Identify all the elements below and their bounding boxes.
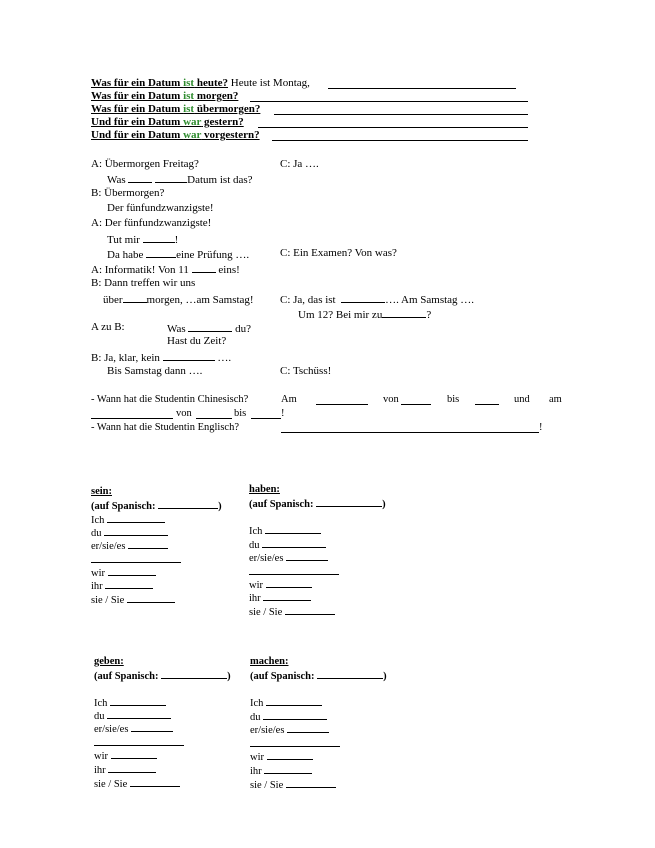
dialog-line-3: B: Übermorgen? [91, 187, 165, 199]
dialog-line-15c: C: Tschüss! [280, 365, 332, 377]
dialog-line-12: A zu B: [91, 321, 125, 333]
answer-blank[interactable] [285, 604, 335, 615]
question-1c: von [383, 394, 399, 405]
dialog-line-1c: C: Ja …. [280, 158, 319, 170]
pronoun-ihr [249, 590, 311, 605]
blank-l10c[interactable] [341, 292, 385, 303]
header-q5 [91, 129, 260, 142]
blank-l2-1[interactable] [128, 172, 152, 183]
l10b: morgen, …am Samstag! [146, 294, 254, 306]
answer-blank[interactable] [262, 537, 326, 548]
dialog-line-4: Der fünfundzwanzigste! [107, 202, 214, 214]
answer-blank[interactable] [287, 722, 329, 733]
pronoun-label: Ich [91, 515, 105, 526]
spanish-close: ) [227, 671, 231, 682]
q5-verb: war [183, 129, 202, 141]
pronoun-label: wir [91, 568, 105, 579]
dialog-line-5: A: Der fünfundzwanzigste! [91, 217, 212, 229]
dialog-line-12b [167, 321, 251, 336]
pronoun-ihr [250, 763, 312, 778]
answer-blank[interactable] [111, 748, 157, 759]
l10d: …. Am Samstag …. [385, 294, 475, 306]
separator-line [250, 746, 340, 747]
pronoun-label: du [91, 528, 102, 539]
answer-blank[interactable] [107, 708, 171, 719]
pronoun-sie [91, 592, 175, 607]
question-1d: bis [447, 394, 460, 405]
dialog-line-15: Bis Samstag dann …. [107, 365, 203, 377]
dialog-line-9: B: Dann treffen wir uns [91, 277, 196, 289]
l12c: du? [232, 323, 252, 335]
separator-line [91, 562, 181, 563]
dialog-line-11 [298, 307, 431, 322]
pronoun-er [250, 722, 329, 737]
pronoun-label: du [94, 711, 105, 722]
pronoun-label: du [249, 540, 260, 551]
pronoun-sie [250, 777, 336, 792]
l6b: ! [174, 234, 179, 246]
spanish-prompt [91, 498, 222, 513]
header-q1 [91, 77, 310, 90]
spanish-close: ) [382, 499, 386, 510]
l8a: A: Informatik! Von 11 [91, 264, 192, 276]
q1-post: heute? [194, 77, 229, 89]
separator-line [249, 574, 339, 575]
answer-blank[interactable] [128, 538, 168, 549]
pronoun-label: wir [94, 751, 108, 762]
dialog-line-1: A: Übermorgen Freitag? [91, 158, 199, 170]
pronoun-label: sie / Sie [250, 780, 284, 791]
q2-verb: ist [183, 90, 195, 102]
blank-l10[interactable] [123, 292, 147, 303]
separator-line [94, 745, 184, 746]
answer-blank[interactable] [286, 777, 336, 788]
pronoun-er [91, 538, 168, 553]
spanish-label: (auf Spanisch: [91, 501, 156, 512]
dialog-line-10 [103, 292, 254, 307]
pronoun-label: ihr [94, 765, 106, 776]
l2a: Was [107, 174, 129, 186]
q3-verb: ist [183, 103, 195, 115]
q4-post: gestern? [201, 116, 244, 128]
spanish-prompt [250, 668, 387, 683]
pronoun-label: ihr [250, 766, 262, 777]
pronoun-label: wir [250, 752, 264, 763]
l12b: Was [167, 323, 189, 335]
answer-blank[interactable] [107, 512, 165, 523]
blank-l2-2[interactable] [155, 172, 187, 183]
spanish-blank[interactable] [161, 668, 227, 679]
q5-pre: Und für ein Datum [91, 129, 184, 141]
pronoun-label: sie / Sie [94, 779, 128, 790]
pronoun-label: wir [249, 580, 263, 591]
blank-q2[interactable] [281, 432, 539, 433]
header-q3 [91, 103, 260, 116]
pronoun-label: sie / Sie [91, 595, 125, 606]
pronoun-wir [94, 748, 157, 763]
pronoun-er [94, 721, 173, 736]
verb-title: machen: [250, 656, 289, 667]
answer-blank[interactable] [266, 577, 312, 588]
dialog-line-7c: C: Ein Examen? Von was? [280, 247, 397, 259]
question-1e: und [514, 394, 530, 405]
blank-l12[interactable] [188, 321, 232, 332]
dialog-line-8 [91, 262, 240, 277]
l11b: ? [426, 309, 432, 321]
dialog-line-13: Hast du Zeit? [167, 335, 227, 347]
spanish-blank[interactable] [158, 498, 218, 509]
answer-blank[interactable] [105, 578, 153, 589]
dialog-line-2 [107, 172, 253, 187]
answer-blank[interactable] [263, 590, 311, 601]
pronoun-label: er/sie/es [249, 553, 284, 564]
answer-blank[interactable] [263, 709, 327, 720]
question-1i: ! [281, 408, 285, 419]
question-1a: - Wann hat die Studentin Chinesisch? [91, 394, 249, 405]
spanish-close: ) [383, 671, 387, 682]
pronoun-label: Ich [249, 526, 263, 537]
blank-q1-von[interactable] [401, 404, 431, 405]
q1-answer-line[interactable] [328, 88, 516, 89]
spanish-label: (auf Spanisch: [249, 499, 314, 510]
q3-answer-line[interactable] [274, 114, 528, 115]
pronoun-label: Ich [94, 698, 108, 709]
q2-pre: Was für ein Datum [91, 90, 184, 102]
pronoun-label: Ich [250, 698, 264, 709]
dialog-line-10c [280, 292, 474, 307]
q1-verb: ist [183, 77, 195, 89]
question-1g: von [176, 408, 192, 419]
q3-pre: Was für ein Datum [91, 103, 184, 115]
pronoun-label: er/sie/es [250, 725, 285, 736]
answer-blank[interactable] [110, 695, 166, 706]
l14b: …. [214, 352, 232, 364]
verb-title: geben: [94, 656, 124, 667]
spanish-blank[interactable] [317, 668, 383, 679]
question-1f: am [549, 394, 562, 405]
verb-title: haben: [249, 484, 280, 495]
answer-blank[interactable] [108, 565, 156, 576]
answer-blank[interactable] [104, 525, 168, 536]
q2-answer-line[interactable] [250, 101, 528, 102]
question-2-end: ! [539, 422, 543, 433]
pronoun-sie [94, 776, 180, 791]
pronoun-ich [249, 523, 321, 538]
answer-blank[interactable] [267, 749, 313, 760]
pronoun-er [249, 550, 328, 565]
dialog-line-14 [91, 350, 231, 365]
pronoun-label: er/sie/es [94, 724, 129, 735]
l2b: Datum ist das? [187, 174, 253, 186]
pronoun-ich [250, 695, 322, 710]
answer-blank[interactable] [265, 523, 321, 534]
l6a: Tut mir [107, 234, 143, 246]
blank-q1-bis[interactable] [475, 404, 499, 405]
blank-q1-day[interactable] [91, 418, 173, 419]
l7b: eine Prüfung …. [176, 249, 250, 261]
pronoun-ihr [94, 762, 156, 777]
pronoun-label: du [250, 712, 261, 723]
pronoun-sie [249, 604, 335, 619]
pronoun-label: ihr [91, 581, 103, 592]
header-q4 [91, 116, 244, 129]
answer-blank[interactable] [266, 695, 322, 706]
answer-blank[interactable] [286, 550, 328, 561]
spanish-label: (auf Spanisch: [250, 671, 315, 682]
blank-l11[interactable] [382, 307, 426, 318]
l10a: über [103, 294, 123, 306]
q2-post: morgen? [194, 90, 239, 102]
blank-l14[interactable] [163, 350, 215, 361]
blank-l8[interactable] [192, 262, 216, 273]
answer-blank[interactable] [127, 592, 175, 603]
answer-blank[interactable] [108, 762, 156, 773]
dialog-line-6 [107, 232, 178, 247]
dialog-line-7 [107, 247, 249, 262]
l14a: B: Ja, klar, kein [91, 352, 163, 364]
answer-blank[interactable] [131, 721, 173, 732]
header-q2 [91, 90, 238, 103]
pronoun-wir [250, 749, 313, 764]
pronoun-label: ihr [249, 593, 261, 604]
answer-blank[interactable] [130, 776, 180, 787]
question-2: - Wann hat die Studentin Englisch? [91, 422, 239, 433]
pronoun-label: er/sie/es [91, 541, 126, 552]
q1-pre: Was für ein Datum [91, 77, 184, 89]
l10c: C: Ja, das ist [280, 294, 339, 306]
question-1b: Am [281, 394, 297, 405]
blank-l7[interactable] [146, 247, 176, 258]
spanish-close: ) [218, 501, 222, 512]
l8b: eins! [215, 264, 240, 276]
verb-title: sein: [91, 486, 112, 497]
spanish-blank[interactable] [316, 496, 382, 507]
spanish-prompt [249, 496, 386, 511]
question-1h: bis [234, 408, 247, 419]
l11a: Um 12? Bei mir zu [298, 309, 383, 321]
blank-l6[interactable] [143, 232, 175, 243]
q4-answer-line[interactable] [258, 127, 528, 128]
answer-blank[interactable] [264, 763, 312, 774]
blank-q1-bis2[interactable] [251, 418, 281, 419]
q5-post: vorgestern? [201, 129, 260, 141]
q4-pre: Und für ein Datum [91, 116, 184, 128]
q1-answer: Heute ist Montag, [228, 77, 310, 89]
spanish-prompt [94, 668, 231, 683]
blank-q1-am[interactable] [316, 404, 368, 405]
spanish-label: (auf Spanisch: [94, 671, 159, 682]
l7a: Da habe [107, 249, 147, 261]
pronoun-label: sie / Sie [249, 607, 283, 618]
q5-answer-line[interactable] [272, 140, 528, 141]
pronoun-ihr [91, 578, 153, 593]
q3-post: übermorgen? [194, 103, 261, 115]
blank-q1-von2[interactable] [196, 418, 232, 419]
q4-verb: war [183, 116, 202, 128]
